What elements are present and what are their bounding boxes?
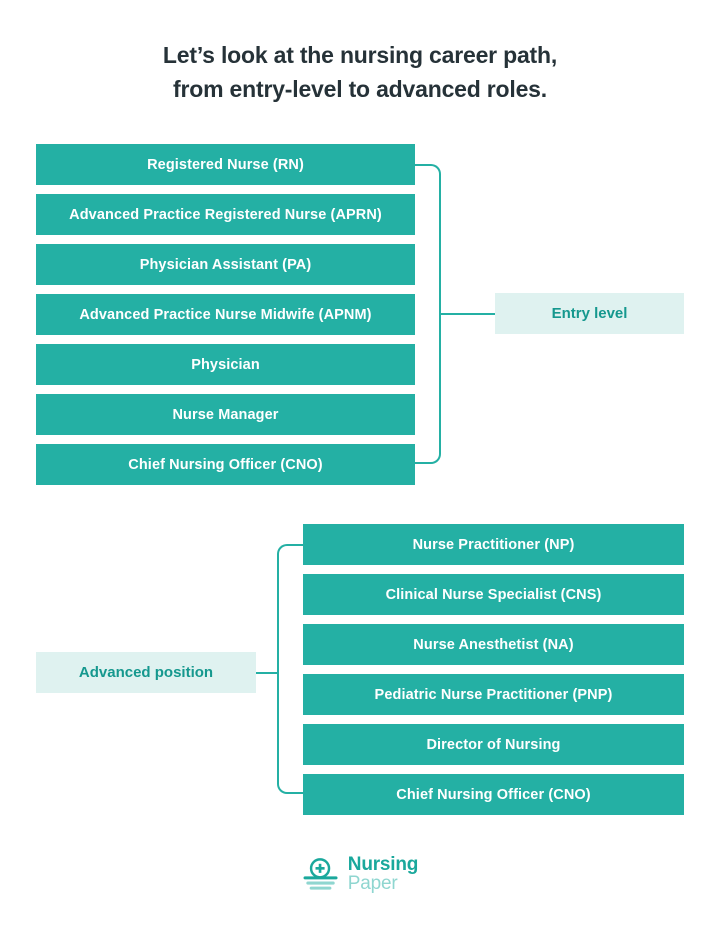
entry-level-item: Chief Nursing Officer (CNO) [36, 444, 415, 485]
advanced-position-connector-line [256, 672, 278, 674]
brand-name-line-2: Paper [347, 873, 398, 894]
advanced-position-item: Nurse Practitioner (NP) [303, 524, 684, 565]
advanced-position-item: Pediatric Nurse Practitioner (PNP) [303, 674, 684, 715]
advanced-position-item: Chief Nursing Officer (CNO) [303, 774, 684, 815]
advanced-position-item: Director of Nursing [303, 724, 684, 765]
nursing-paper-logo-icon [302, 857, 340, 891]
brand-logo [0, 855, 720, 893]
advanced-position-label: Advanced position [36, 652, 256, 693]
entry-level-item: Registered Nurse (RN) [36, 144, 415, 185]
entry-level-item: Physician [36, 344, 415, 385]
brand-name-line-1: Nursing [347, 854, 419, 875]
entry-level-bracket [415, 164, 441, 464]
page-title [0, 38, 720, 106]
advanced-position-bracket [277, 544, 303, 794]
entry-level-connector-line [441, 313, 495, 315]
brand-logo-text [348, 855, 418, 893]
entry-level-item: Advanced Practice Nurse Midwife (APNM) [36, 294, 415, 335]
advanced-position-item: Clinical Nurse Specialist (CNS) [303, 574, 684, 615]
entry-level-item: Advanced Practice Registered Nurse (APRN) [36, 194, 415, 235]
entry-level-label: Entry level [495, 293, 684, 334]
entry-level-item: Physician Assistant (PA) [36, 244, 415, 285]
page-title-line-2: from entry-level to advanced roles. [173, 76, 547, 103]
advanced-position-item: Nurse Anesthetist (NA) [303, 624, 684, 665]
page-title-line-1: Let’s look at the nursing career path, [162, 42, 558, 68]
entry-level-item: Nurse Manager [36, 394, 415, 435]
